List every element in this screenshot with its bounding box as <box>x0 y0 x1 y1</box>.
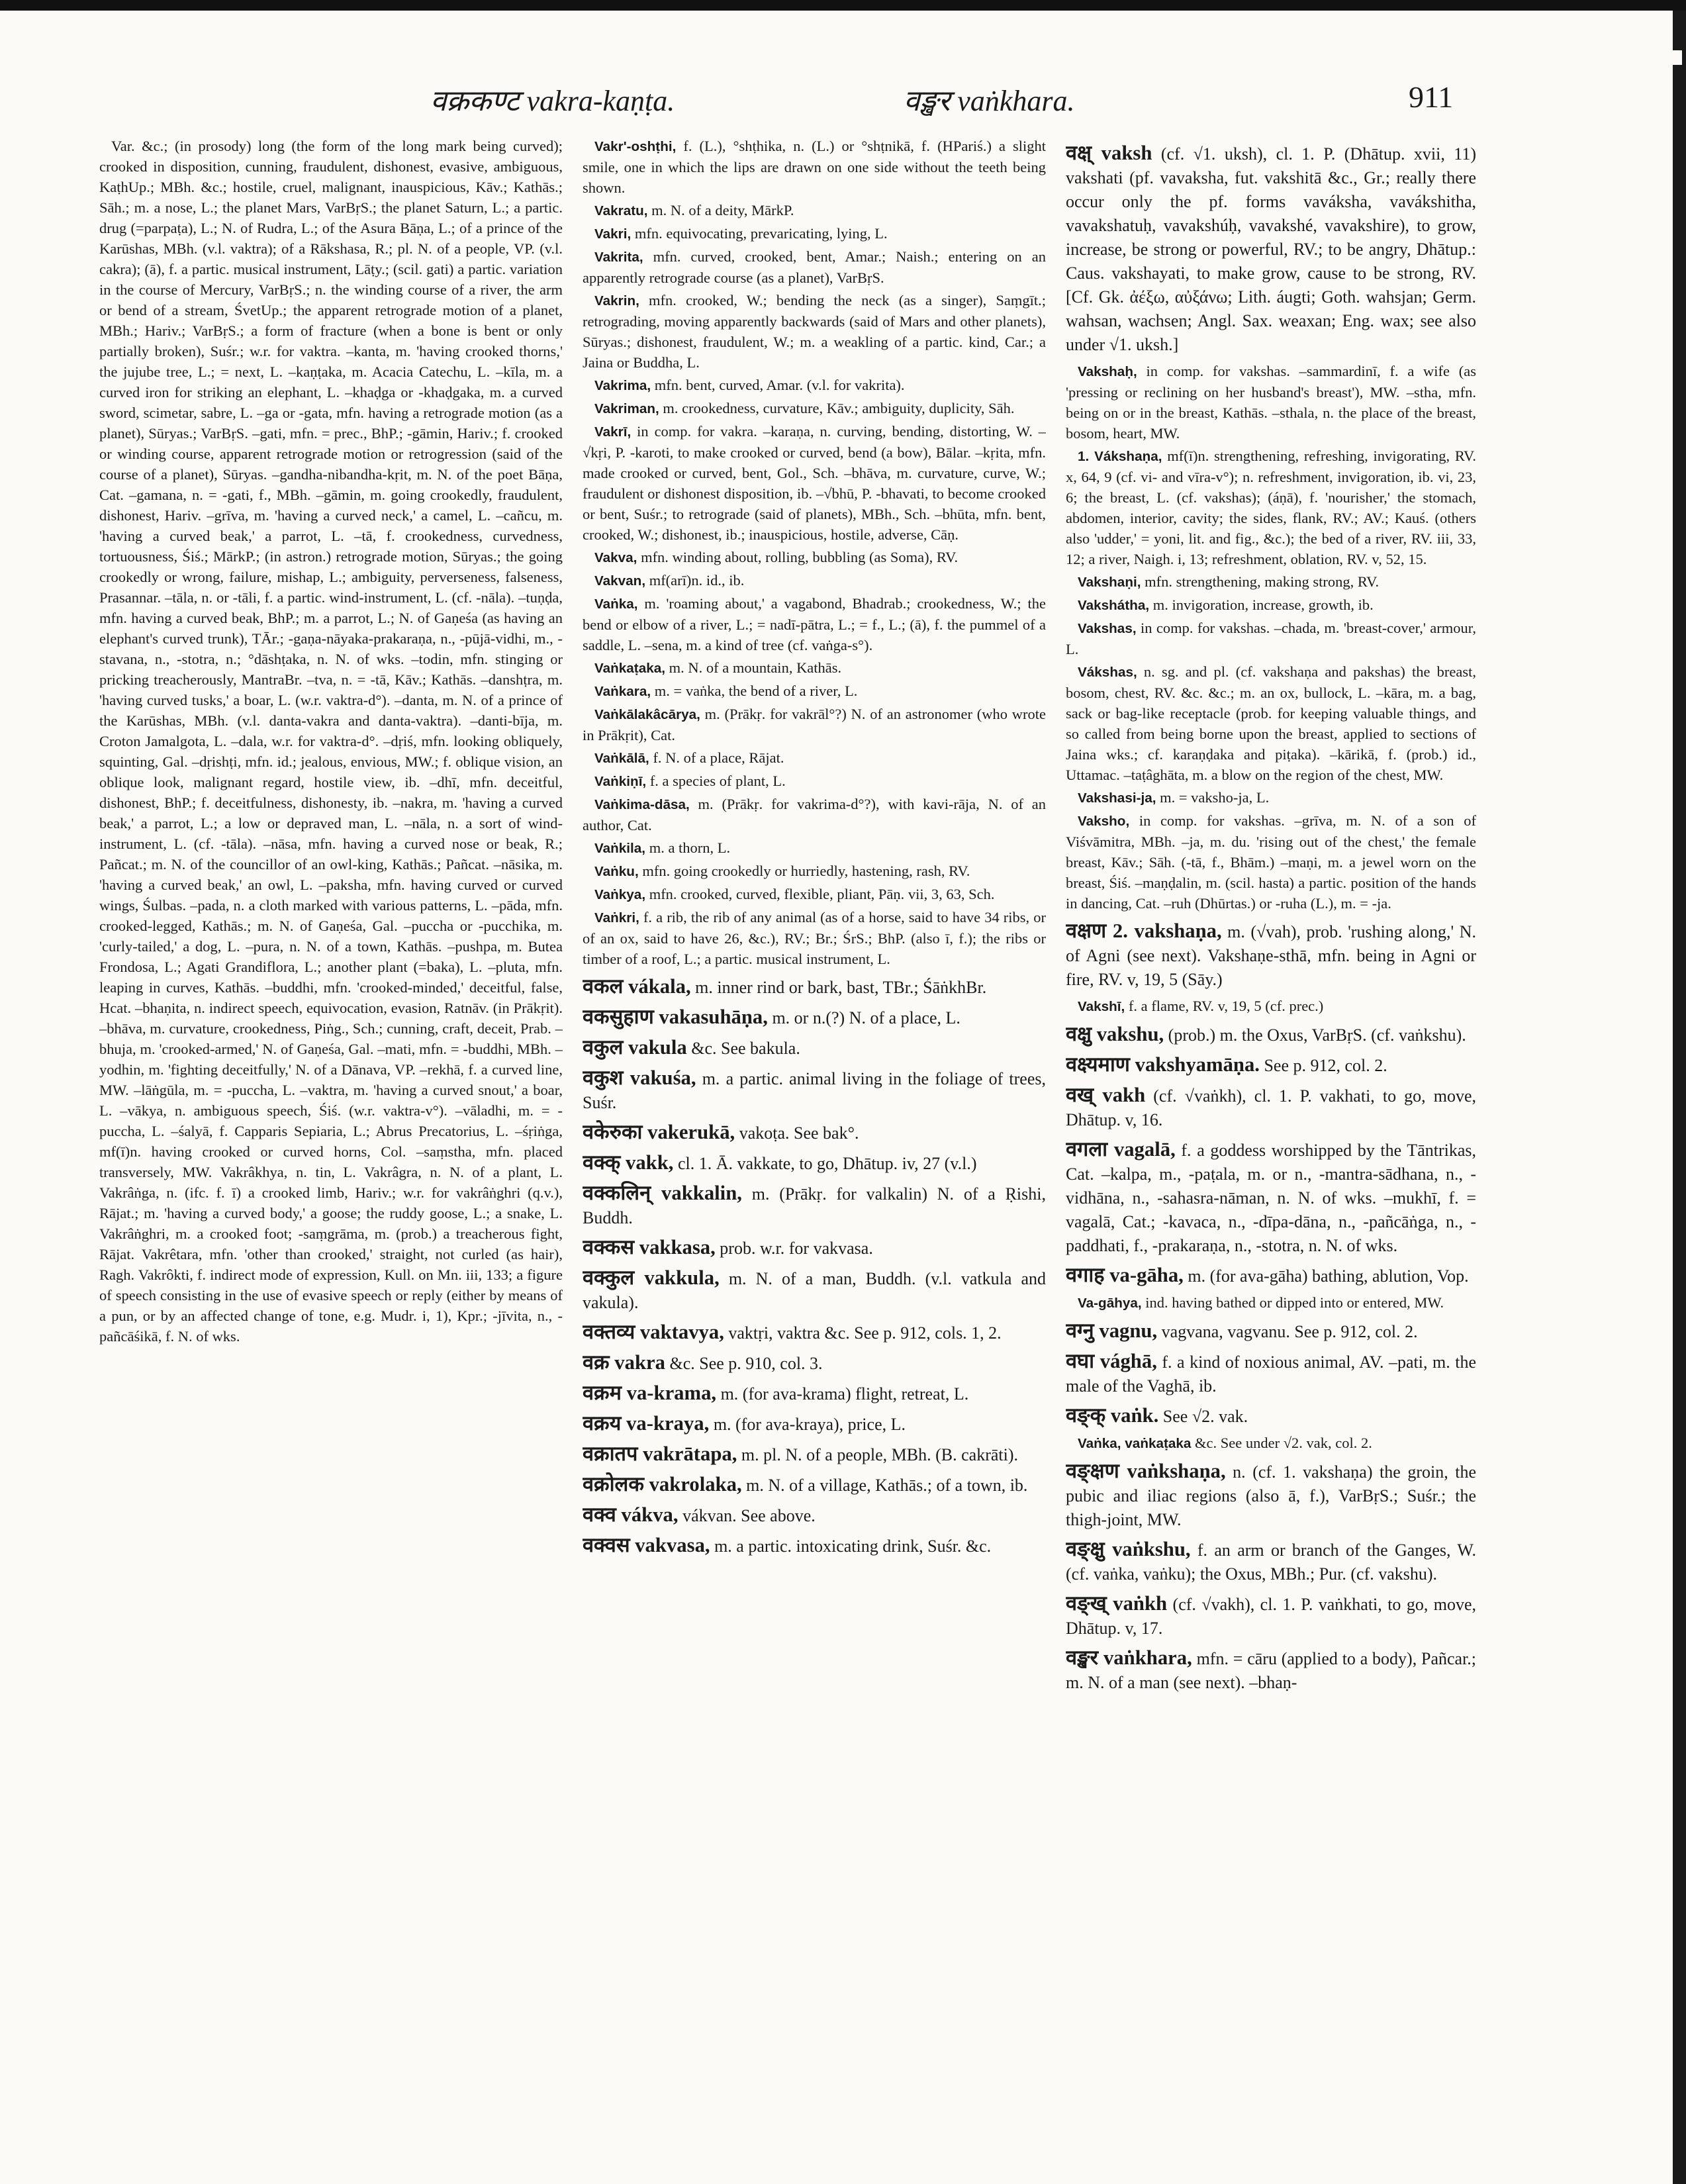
entry-headword: Vaṅkara, <box>594 684 651 699</box>
dictionary-entry <box>583 974 1046 1000</box>
entry-text: &c. See under √2. vak, col. 2. <box>1195 1435 1372 1451</box>
entry-text: m. a partic. intoxicating drink, Suśr. &c. <box>714 1537 992 1556</box>
entry-headword: वक्क् vakk, <box>583 1151 674 1174</box>
entry-text: mfn. going crookedly or hurriedly, hastening, rash, RV. <box>642 863 970 879</box>
dictionary-entry <box>583 290 1046 373</box>
entry-headword: Vakvan, <box>594 573 646 589</box>
entry-text: vaktṛi, vaktra &c. See p. 912, cols. 1, 2. <box>728 1323 1002 1343</box>
entry-headword: वङ्क्षण vaṅkshaṇa, <box>1066 1460 1226 1482</box>
entry-text: n. (cf. 1. vakshaṇa) the groin, the pubic and iliac regions (also ā, f.), VarBṛS.; Suśr.; the thigh-joint, MW. <box>1066 1462 1476 1529</box>
entry-text: vákvan. See above. <box>682 1506 816 1525</box>
dictionary-entry <box>1066 810 1476 914</box>
dictionary-entry <box>583 1351 1046 1376</box>
dictionary-entry <box>1066 919 1476 992</box>
dictionary-entry <box>1066 1459 1476 1532</box>
dictionary-entry <box>583 1320 1046 1345</box>
entry-text: m. N. of a deity, MārkP. <box>651 202 794 218</box>
entry-headword: Vaṅkila, <box>594 841 646 856</box>
dictionary-entry <box>1066 1646 1476 1695</box>
entry-headword: वक्तव्य vaktavya, <box>583 1321 724 1343</box>
entry-text: mfn. curved, crooked, bent, Amar.; Naish.; entering on an apparently retrograde course (as a planet), VarBṛS. <box>583 248 1046 286</box>
dictionary-entry <box>1066 1537 1476 1586</box>
entry-headword: Vakriman, <box>594 401 659 416</box>
entry-text: in comp. for vakra. –karaṇa, n. curving, bending, distorting, W. –√kṛi, P. -karoti, to make crooked or curved, bend (a bow), Bālar. –kṛita, mfn. made crooked or curved, bent, Gol., Sch. –bhāva, m. curvature, curve, W.; fraudulent or dishonest disposition, ib. –√bhū, P. -bhavati, to become crooked or bent, Suśr.; to retrograde (said of planets), MBh., Sch. –bhūta, mfn. bent, crooked, W.; dishonest, ib.; inauspicious, hostile, adverse, Cāṇ. <box>583 423 1046 543</box>
column-3 <box>1066 136 1476 2161</box>
entry-text: m. N. of a village, Kathās.; of a town, ib. <box>746 1476 1028 1495</box>
dictionary-entry <box>583 246 1046 288</box>
entry-text: See √2. vak. <box>1162 1407 1248 1426</box>
entry-text: m. a thorn, L. <box>649 839 731 856</box>
dictionary-entry <box>1066 787 1476 808</box>
entry-headword: वकल vákala, <box>583 975 691 998</box>
entry-headword: Va-gāhya, <box>1078 1296 1142 1311</box>
entry-headword: Vakshas, <box>1078 621 1137 636</box>
dictionary-entry <box>583 1005 1046 1030</box>
dictionary-entry <box>583 1181 1046 1230</box>
dictionary-entry <box>583 1151 1046 1176</box>
entry-headword: वक्र vakra <box>583 1351 665 1374</box>
dictionary-entry <box>583 398 1046 419</box>
page-number: 911 <box>1409 80 1454 114</box>
entry-text: m. crookedness, curvature, Kāv.; ambiguity, duplicity, Sāh. <box>663 400 1015 416</box>
dictionary-entry <box>1066 1083 1476 1132</box>
entry-headword: वक्कलिन् vakkalin, <box>583 1182 742 1204</box>
dictionary-entry <box>1066 141 1476 357</box>
dictionary-entry <box>583 1442 1046 1467</box>
entry-text: cl. 1. Ā. vakkate, to go, Dhātup. iv, 27 (v.l.) <box>677 1154 977 1173</box>
dictionary-entry <box>1066 1433 1476 1454</box>
dictionary-entry <box>583 681 1046 702</box>
dictionary-entry <box>583 1035 1046 1061</box>
entry-headword: Vaksho, <box>1078 814 1130 829</box>
entry-text: ind. having bathed or dipped into or entered, MW. <box>1145 1294 1444 1311</box>
dictionary-entry <box>583 421 1046 545</box>
entry-headword: वगाह va-gāha, <box>1066 1264 1184 1286</box>
entry-headword: Vakrī, <box>594 424 632 440</box>
entry-headword: वक्षण 2. vakshaṇa, <box>1066 920 1222 942</box>
column-2 <box>583 136 1046 2161</box>
entry-headword: Vákshas, <box>1078 665 1137 680</box>
dictionary-entry <box>1066 361 1476 444</box>
entry-headword: Vaṅka, vaṅkaṭaka <box>1078 1436 1192 1451</box>
entry-headword: Vakratu, <box>594 203 648 218</box>
entry-headword: Vakva, <box>594 550 637 565</box>
entry-text: See p. 912, col. 2. <box>1264 1056 1387 1075</box>
entry-text: in comp. for vakshas. –sammardinī, f. a wife (as 'pressing or reclining on her husband's breast'), MW. –stha, mfn. being on or in the breast, Kathās. –sthala, n. the place of the breast, bosom, heart, MW. <box>1066 363 1476 442</box>
dictionary-entry <box>583 1066 1046 1115</box>
entry-text: in comp. for vakshas. –grīva, m. N. of a son of Viśvāmitra, MBh. –ja, m. du. 'rising out of the chest,' the female breast, Kāv.; Sāh. (-tā, f., Bhām.) –maṇi, m. a jewel worn on the breast, Śiś. –maṇḍalin, m. (scil. hasta) a partic. position of the hands in dancing, Cat. –ruh (Dhūrtas.) or -ruha (L.), m. = -ja. <box>1066 812 1476 912</box>
dictionary-entry <box>1066 1292 1476 1313</box>
entry-text: m. (Prākṛ. for valkalin) N. of a Ṛishi, Buddh. <box>583 1184 1046 1227</box>
entry-text: mfn. = cāru (applied to a body), Pañcar.; m. N. of a man (see next). –bhaṇ- <box>1066 1649 1476 1692</box>
entry-text: mfn. strengthening, making strong, RV. <box>1145 573 1380 590</box>
entry-text: m. N. of a mountain, Kathās. <box>669 659 842 676</box>
entry-text: m. 'roaming about,' a vagabond, Bhadrab.; crookedness, W.; the bend or elbow of a river, L.; = nadī-pātra, L.; = f., L.; (ā), f. the pummel of a saddle, L. –sena, m. a kind of tree (cf. vaṅga-s°). <box>583 595 1046 653</box>
entry-headword: Vaṅka, <box>594 596 638 612</box>
page-top-border <box>0 0 1686 11</box>
entry-headword: वग्नु vagnu, <box>1066 1319 1158 1342</box>
dictionary-entry <box>583 907 1046 969</box>
entry-headword: Vakr'-oshṭhi, <box>594 139 677 154</box>
entry-text: (cf. √vakh), cl. 1. P. vaṅkhati, to go, move, Dhātup. v, 17. <box>1066 1595 1476 1638</box>
entry-headword: वक्वस vakvasa, <box>583 1534 710 1556</box>
dictionary-entry <box>583 657 1046 679</box>
dictionary-entry <box>583 837 1046 859</box>
entry-text: &c. See p. 910, col. 3. <box>669 1354 823 1373</box>
entry-text: m. or n.(?) N. of a place, L. <box>772 1008 960 1027</box>
entry-text: m. (for ava-krama) flight, retreat, L. <box>720 1384 969 1403</box>
entry-headword: Vaṅku, <box>594 864 639 879</box>
entry-text: mf(arī)n. id., ib. <box>649 572 745 589</box>
entry-text: vakoṭa. See bak°. <box>739 1123 859 1143</box>
header-left-catchword: वक्रकण्ट vakra-kaṇṭa. <box>430 85 675 117</box>
dictionary-entry <box>583 136 1046 198</box>
entry-text: mfn. bent, curved, Amar. (v.l. for vakrita). <box>654 377 905 393</box>
dictionary-entry <box>583 704 1046 745</box>
dictionary-entry <box>583 375 1046 396</box>
page-header <box>0 79 1686 132</box>
entry-text: f. a rib, the rib of any animal (as of a horse, said to have 34 ribs, or of an ox, said to have 26, &c.), RV.; Br.; ŚrS.; BhP. (also ī, f.); the ribs or timber of a roof, L.; a partic. musical instrument, L. <box>583 909 1046 967</box>
entry-headword: Vakrita, <box>594 250 643 265</box>
entry-headword: Vakshī, <box>1078 999 1125 1014</box>
entry-headword: वकुश vakuśa, <box>583 1067 696 1089</box>
entry-headword: Vaṅkiṇī, <box>594 774 647 789</box>
entry-text: f. an arm or branch of the Ganges, W. (cf. vaṅka, vaṅku); the Oxus, MBh.; Pur. (cf. vakshu). <box>1066 1541 1476 1584</box>
dictionary-entry <box>1066 446 1476 569</box>
dictionary-entry <box>99 136 563 1347</box>
page-right-edge <box>1673 11 1686 2184</box>
entry-text: mfn. crooked, curved, flexible, pliant, Pāṇ. vii, 3, 63, Sch. <box>649 886 995 902</box>
entry-text: m. (Prākṛ. for vakrima-d°?), with kavi-rāja, N. of an author, Cat. <box>583 796 1046 833</box>
entry-headword: वगला vagalā, <box>1066 1138 1176 1161</box>
entry-headword: वङ्क् vaṅk. <box>1066 1404 1159 1427</box>
entry-text: m. a partic. animal living in the foliage of trees, Suśr. <box>583 1069 1046 1112</box>
entry-text: f. a goddess worshipped by the Tāntrikas, Cat. –kalpa, m., -paṭala, m. or n., -mantra-sādhana, n., -vidhāna, n., -sahasra-nāman, n. N. of wks. –mukhī, f. = vagalā, Cat.; -kavaca, n., -dīpa-dāna, n., -pañcāṅga, n., -paddhati, f., -prakaraṇa, n., -stotra, n. N. of wks. <box>1066 1141 1476 1255</box>
dictionary-entry <box>583 1503 1046 1528</box>
entry-text: Var. &c.; (in prosody) long (the form of the long mark being curved); crooked in disposition, cunning, fraudulent, dishonest, evasive, ambiguous, KaṭhUp.; MBh. &c.; hostile, cruel, malignant, inauspicious, Kāv.; Kathās.; Sāh.; m. a nose, L.; the planet Mars, VarBṛS.; the planet Saturn, L.; a partic. drug (=parpaṭa), L.; N. of Rudra, L.; of the Asura Bāṇa, L.; of a prince of the Karūshas, MBh. (v.l. vaktra); of a Rākshasa, R.; pl. N. of a people, VP. (v.l. cakra); (ā), f. a partic. musical instrument, Lāṭy.; (scil. gati) a partic. variation in the course of Mercury, VarBṛS.; n. the winding course of a river, the arm or bend of a stream, ŚvetUp.; the apparent retrograde motion of a planet, MBh.; Hariv.; VarBṛS.; a form of fracture (when a bone is bent or only partially broken), Suśr.; w.r. for vaktra. –kanta, m. 'having crooked thorns,' the jujube tree, L.; = next, L. –kaṇṭaka, m. Acacia Catechu, L. –kīla, m. a curved iron for striking an elephant, L. –khaḍga or -khaḍgaka, m. a curved sword, scimetar, sabre, L. –ga or -gata, mfn. having a retrograde motion (as a planet), Sūryas.; VarBṛS. –gati, mfn. = prec., BhP.; -gāmin, Hariv.; f. crooked or winding course, apparent retrograde motion or retrogression (said of the course of a planet), Sūryas. –gandha-nibandha-kṛit, m. N. of the poet Bāṇa, Cat. –gamana, n. = -gati, f., MBh. –gāmin, m. going crookedly, fraudulent, dishonest, Hariv. –grīva, m. 'having a curved neck,' a camel, L. –cañcu, m. 'having a curved beak,' a parrot, L. –tā, f. crookedness, curvedness, tortuousness, Śiś.; MārkP.; (in astron.) retrograde motion, Sūryas.; the going crookedly or wrong, failure, mishap, L.; ambiguity, perverseness, falseness, Prasannar. –tāla, n. or -tāli, f. a partic. wind-instrument, L. (cf. -nāla). –tuṇḍa, mfn. having a curved beak, BhP.; m. a parrot, L.; N. of Gaṇeśa (as having an elephant's curved trunk), TĀr.; -gaṇa-nāyaka-prakaraṇa, n., -pūjā-vidhi, m., -stavana, n., -stotra, n.; °dāshṭaka, n. N. of wks. –todin, mfn. stinging or pricking treacherously, MantraBr. –tva, n. = -tā, Kāv.; Kathās. –danshṭra, m. 'having curved tusks,' a boar, L. (w.r. vaktra-d°). –danta, m. N. of a prince of the Karūshas, MBh. (v.l. danta-vakra and danta-vaktra). –danti-bīja, m. Croton Jamalgota, L. –dala, w.r. for vaktra-d°. –dṛiś, mfn. looking obliquely, squinting, Gal. –dṛishṭi, mfn. id.; jealous, envious, MW.; f. oblique vision, an oblique look, malignant regard, hostile view, ib. –dhī, mfn. deceitful, dishonest, BhP.; f. deceitfulness, dishonesty, ib. –nakra, m. 'having a curved beak,' a parrot, L.; a low or depraved man, L. –nāla, n. a sort of wind-instrument, L. (cf. -tāla). –nāsa, mfn. having a curved nose or beak, R.; Pañcat.; m. N. of the councillor of an owl-king, Kathās.; Pañcat. –nāsika, m. 'having a curved beak,' an owl, L. –paksha, mfn. having curved or curved wings, Śulbas. –pada, n. a cloth marked with various patterns, L. –pāda, mfn. crooked-legged, Kathās.; m. N. of Gaṇeśa, Gal. –puccha or -pucchika, m. 'curly-tailed,' a dog, L. –pura, n. N. of a town, Kathās. –pushpa, m. Butea Frondosa, L.; Agati Grandiflora, L.; another plant (=baka), L. –pluta, mfn. leaping in curves, Kathās. –buddhi, mfn. 'crooked-minded,' deceitful, false, Hcat. –bhaṇita, n. indirect speech, equivocation, evasion, Ratnāv. (in Prākṛit). –bhāva, m. curvature, crookedness, Piṅg., Sch.; cunning, craft, deceit, Prab. –bhuja, m. 'crooked-armed,' N. of Gaṇeśa, Gal. –mati, mfn. = -buddhi, MBh. –yodhin, m. 'fighting deceitfully,' N. of a Dānava, VP. –rekhā, f. a curved line, MW. –lāṅgūla, m. = -puccha, L. –vaktra, m. 'having a curved snout,' a boar, L. –vākya, n. ambiguous speech, Śiś. (w.r. vaktra-v°). –vāladhi, m. = -puccha, L. –śalyā, f. Capparis Sepiaria, L.; Abrus Precatorius, L. –śṛiṅga, mf(ī)n. having crooked or curved horns, Col. –saṃstha, mfn. placed transversely, MW. Vakrâkhya, n. tin, L. Vakrâgra, n. N. of a plant, L. Vakrâṅga, n. (ifc. f. ī) a crooked limb, Hariv.; w.r. for vakrâṅghri (q.v.), Rājat.; m. 'having a curved body,' a goose; the ruddy goose, L.; a snake, L. Vakrâṅghri, m. a crooked foot; -saṃgrāma, m. (prob.) a treacherous fight, Rājat. Vakrêtara, mfn. 'other than crooked,' straight, not curled (as hair), Ragh. Vakrôkti, f. indirect mode of expression, Kull. on Mn. iii, 133; a figure of speech consisting in the use of evasive speech or reply (either by means of a pun, or by an affected change of tone, e.g. Mudr. i, 1), Kpr.; -jīvita, n., -pañcāśikā, f. N. of wks. <box>99 138 563 1345</box>
entry-headword: Vaṅkālā, <box>594 751 649 766</box>
dictionary-entry <box>583 1120 1046 1145</box>
dictionary-entry <box>583 884 1046 905</box>
entry-headword: Vakrima, <box>594 378 651 393</box>
entry-text: m. (Prākṛ. for vakrāl°?) N. of an astronomer (who wrote in Prākṛit), Cat. <box>583 706 1046 743</box>
entry-text: n. sg. and pl. (cf. vakshaṇa and pakshas) the breast, bosom, chest, RV. &c. &c.; m. an ox, bullock, L. –kāra, m. a bag, sack or bag-like receptacle (prob. for keeping valuable things, and so called from being borne upon the breast, applied to sections of Jaina wks.; cf. karaṇḍaka and piṭaka). –kārikā, f. (prob.) id., Uttamac. –taṭâghāta, m. a blow on the region of the chest, MW. <box>1066 663 1476 783</box>
entry-text: m. invigoration, increase, growth, ib. <box>1152 596 1374 613</box>
entry-headword: वक्ष् vaksh <box>1066 142 1152 164</box>
entry-headword: Vaṅkaṭaka, <box>594 661 665 676</box>
entry-text: m. N. of a man, Buddh. (v.l. vatkula and vakula). <box>583 1269 1046 1312</box>
dictionary-entry <box>1066 618 1476 659</box>
dictionary-entry <box>583 1472 1046 1497</box>
entry-headword: वङ्क्षु vaṅkshu, <box>1066 1538 1191 1560</box>
entry-text: vagvana, vagvanu. See p. 912, col. 2. <box>1161 1322 1418 1341</box>
entry-headword: 1. Vákshaṇa, <box>1078 449 1162 464</box>
entry-text: (cf. √vaṅkh), cl. 1. P. vakhati, to go, move, Dhātup. v, 16. <box>1066 1086 1476 1129</box>
entry-text: (cf. √1. uksh), cl. 1. P. (Dhātup. xvii, 11) vakshati (pf. vavaksha, fut. vakshitā &c., Gr.; really there occur only the pf. forms vavákshа, vavákshitha, vavakshatuḥ, vavakshúḥ, vavakshé, vavakshire), to grow, increase, be strong or powerful, RV.; to be angry, Dhātup.: Caus. vakshayati, to make grow, cause to be strong, RV. [Cf. Gk. ἀέξω, αὐξάνω; Lith. áugti; Goth. wahsjan; Germ. wahsan, wachsen; Angl. Sax. weaxan; Eng. wax; see also under √1. uksh.] <box>1066 144 1476 354</box>
dictionary-entry <box>1066 594 1476 616</box>
entry-headword: वघा vághā, <box>1066 1350 1157 1372</box>
entry-headword: वकुल vakula <box>583 1036 687 1059</box>
entry-text: m. (for ava-gāha) bathing, ablution, Vop. <box>1188 1266 1469 1286</box>
dictionary-entry <box>1066 1349 1476 1398</box>
entry-headword: Vaṅkya, <box>594 887 646 902</box>
entry-text: f. a flame, RV. v, 19, 5 (cf. prec.) <box>1128 998 1324 1014</box>
entry-text: prob. w.r. for vakvasa. <box>720 1239 873 1258</box>
entry-headword: वकेरुका vakerukā, <box>583 1121 735 1143</box>
entry-headword: Vakshátha, <box>1078 598 1150 613</box>
dictionary-entry <box>1066 661 1476 785</box>
entry-headword: वङ्ख् vaṅkh <box>1066 1592 1168 1615</box>
dictionary-entry <box>583 861 1046 882</box>
entry-headword: वक्षु vakshu, <box>1066 1023 1164 1045</box>
dictionary-entry <box>583 1411 1046 1437</box>
entry-headword: वक्कस vakkasa, <box>583 1236 716 1258</box>
entry-headword: वक्ष्यमाण vakshyamāṇa. <box>1066 1053 1260 1076</box>
entry-headword: Vakshaṇi, <box>1078 575 1141 590</box>
dictionary-entry <box>583 1381 1046 1406</box>
entry-headword: Vakshaḥ, <box>1078 364 1137 379</box>
entry-headword: वङ्खर vaṅkhara, <box>1066 1646 1192 1669</box>
entry-headword: वक्रय va-kraya, <box>583 1412 710 1435</box>
dictionary-entry <box>583 593 1046 655</box>
entry-text: m. (for ava-kraya), price, L. <box>713 1415 906 1434</box>
entry-text: m. pl. N. of a people, MBh. (B. cakrāti). <box>741 1445 1018 1464</box>
dictionary-entry <box>583 1266 1046 1315</box>
entry-text: &c. See bakula. <box>691 1039 800 1058</box>
entry-text: m. = vaksho-ja, L. <box>1160 789 1270 806</box>
entry-headword: Vaṅkālakâcārya, <box>594 707 700 722</box>
entry-headword: वक्कुल vakkula, <box>583 1266 720 1289</box>
dictionary-entry <box>1066 1022 1476 1047</box>
dictionary-entry <box>1066 1591 1476 1640</box>
entry-text: mfn. equivocating, prevaricating, lying, L. <box>634 225 888 242</box>
dictionary-entry <box>1066 996 1476 1017</box>
dictionary-entry <box>1066 1263 1476 1288</box>
dictionary-entry <box>1066 571 1476 593</box>
entry-headword: वक्व vákva, <box>583 1503 679 1526</box>
entry-headword: वक्रोलक vakrolaka, <box>583 1473 742 1496</box>
entry-text: mfn. winding about, rolling, bubbling (as Soma), RV. <box>641 549 959 565</box>
entry-headword: Vakshasi-ja, <box>1078 790 1156 806</box>
dictionary-entry <box>583 771 1046 792</box>
header-center-catchword: वङ्खर vaṅkhara. <box>904 85 1075 117</box>
dictionary-entry <box>1066 1319 1476 1344</box>
entry-text: m. (√vah), prob. 'rushing along,' N. of Agni (see next). Vakshaṇe-sthā, mfn. being in Agni or fire, RV. v, 19, 5 (Sāy.) <box>1066 922 1476 989</box>
entry-text: f. a kind of noxious animal, AV. –pati, m. the male of the Vaghā, ib. <box>1066 1353 1476 1396</box>
dictionary-entry <box>583 223 1046 244</box>
entry-text: (prob.) m. the Oxus, VarBṛS. (cf. vaṅkshu). <box>1168 1025 1466 1045</box>
column-1 <box>99 136 563 2161</box>
dictionary-entry <box>1066 1053 1476 1078</box>
dictionary-entry <box>583 1533 1046 1558</box>
entry-headword: Vakrin, <box>594 293 639 309</box>
entry-text: f. a species of plant, L. <box>649 773 786 789</box>
dictionary-entry <box>583 1235 1046 1260</box>
dictionary-entry <box>1066 1403 1476 1429</box>
dictionary-entry <box>583 547 1046 568</box>
dictionary-entry <box>583 200 1046 221</box>
entry-text: f. N. of a place, Rājat. <box>653 749 784 766</box>
entry-headword: वक्रातप vakrātapa, <box>583 1443 737 1465</box>
entry-headword: वक्रम va-krama, <box>583 1382 717 1404</box>
entry-headword: Vaṅkri, <box>594 910 639 926</box>
dictionary-entry <box>583 570 1046 591</box>
entry-text: m. inner rind or bark, bast, TBr.; ŚāṅkhBr. <box>695 978 987 997</box>
edge-mark <box>1667 50 1682 65</box>
entry-text: mf(ī)n. strengthening, refreshing, invigorating, RV. x, 64, 9 (cf. vi- and vīra-v°); n. refreshment, invigoration, ib. vi, 23, 6; the breast, L. (cf. vakshas); (áṇā), f. 'nourisher,' the stomach, abdomen, interior, cavity; the sides, flank, RV.; AV.; Kauś. (others also 'udder,' = yoni, lit. and fig., &c.); the bed of a river, RV. iii, 33, 12; a river, Naigh. i, 13; refreshment, oblation, RV. v, 52, 15. <box>1066 448 1476 567</box>
entry-text: mfn. crooked, W.; bending the neck (as a singer), Saṃgīt.; retrograding, moving apparently backwards (said of Mars and other planets), Sūryas.; dishonest, fraudulent, W.; m. a weakling of a partic. kind, Car.; a Jaina or Buddha, L. <box>583 292 1046 371</box>
dictionary-entry <box>583 747 1046 769</box>
entry-text: in comp. for vakshas. –chada, m. 'breast-cover,' armour, L. <box>1066 620 1476 657</box>
entry-text: m. = vaṅka, the bend of a river, L. <box>654 683 858 699</box>
entry-headword: वकसुहाण vakasuhāṇa, <box>583 1006 768 1028</box>
dictionary-entry <box>1066 1137 1476 1258</box>
entry-headword: Vaṅkima-dāsa, <box>594 797 690 812</box>
entry-headword: वख् vakh <box>1066 1084 1146 1106</box>
dictionary-entry <box>583 794 1046 835</box>
entry-text: f. (L.), °shṭhika, n. (L.) or °shṭnikā, f. (HPariś.) a slight smile, one in which the lips are drawn on one side without the teeth being shown. <box>583 138 1046 196</box>
entry-headword: Vakri, <box>594 226 632 242</box>
